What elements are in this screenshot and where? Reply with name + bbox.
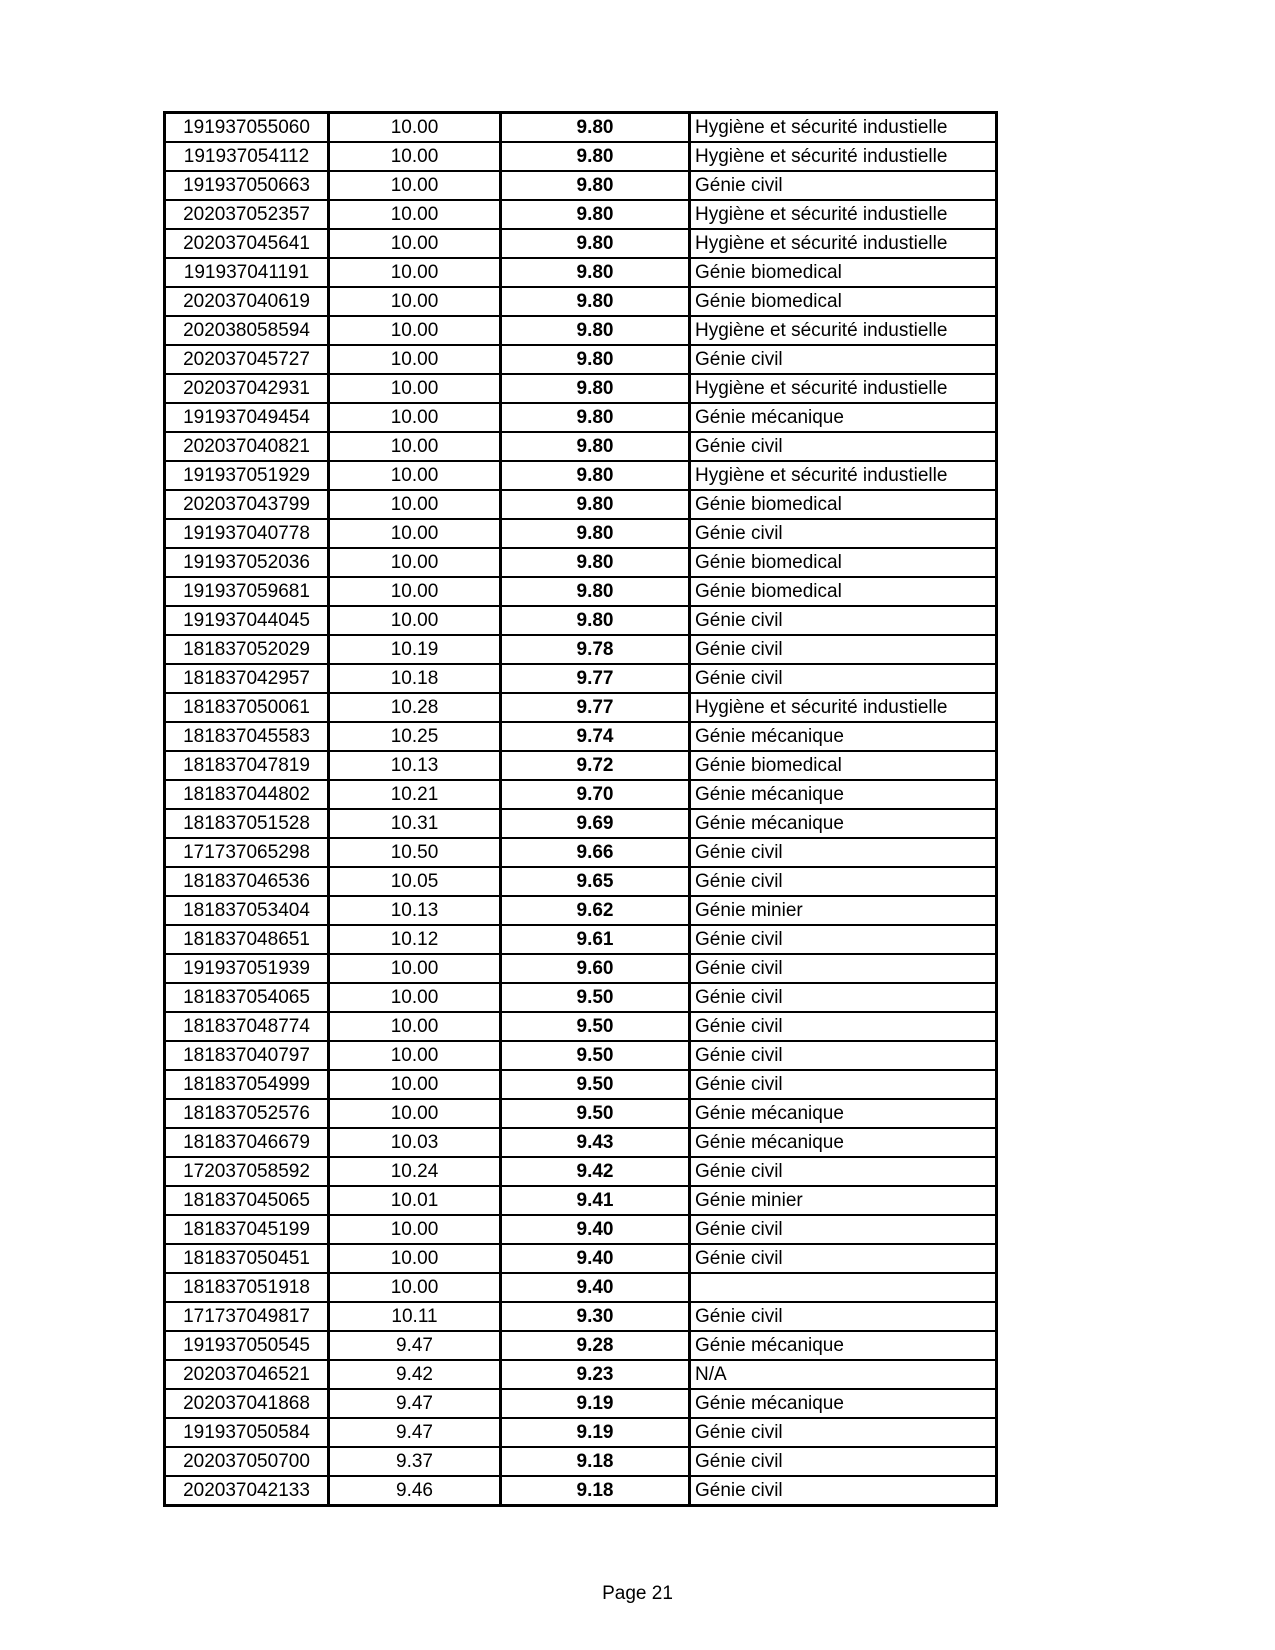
field-cell: Génie minier — [690, 896, 997, 925]
field-cell: Génie civil — [690, 1041, 997, 1070]
student-id-cell: 181837045199 — [165, 1215, 329, 1244]
table-row — [165, 490, 997, 519]
score-cell: 9.40 — [501, 1244, 690, 1273]
score-cell: 9.77 — [501, 693, 690, 722]
score-cell: 9.40 — [501, 1273, 690, 1302]
table-row — [165, 896, 997, 925]
table-row — [165, 606, 997, 635]
average-cell: 10.00 — [329, 490, 501, 519]
score-cell: 9.80 — [501, 606, 690, 635]
average-cell: 10.00 — [329, 171, 501, 200]
student-id-cell: 181837048651 — [165, 925, 329, 954]
student-id-cell: 181837053404 — [165, 896, 329, 925]
field-cell: Hygiène et sécurité industielle — [690, 142, 997, 171]
table-row — [165, 983, 997, 1012]
average-cell: 10.00 — [329, 113, 501, 143]
average-cell: 10.00 — [329, 1273, 501, 1302]
student-id-cell: 181837047819 — [165, 751, 329, 780]
score-cell: 9.77 — [501, 664, 690, 693]
student-id-cell: 202037052357 — [165, 200, 329, 229]
table-row — [165, 316, 997, 345]
field-cell: Génie mécanique — [690, 1389, 997, 1418]
field-cell: Génie biomedical — [690, 490, 997, 519]
average-cell: 10.31 — [329, 809, 501, 838]
student-id-cell: 181837054065 — [165, 983, 329, 1012]
average-cell: 9.46 — [329, 1476, 501, 1506]
average-cell: 9.42 — [329, 1360, 501, 1389]
average-cell: 9.47 — [329, 1418, 501, 1447]
score-cell: 9.80 — [501, 461, 690, 490]
score-cell: 9.72 — [501, 751, 690, 780]
results-table — [163, 111, 998, 1507]
field-cell: Génie civil — [690, 867, 997, 896]
score-cell: 9.80 — [501, 316, 690, 345]
student-id-cell: 191937050584 — [165, 1418, 329, 1447]
average-cell: 10.00 — [329, 1215, 501, 1244]
field-cell: Génie civil — [690, 664, 997, 693]
field-cell: Génie civil — [690, 432, 997, 461]
student-id-cell: 181837048774 — [165, 1012, 329, 1041]
score-cell: 9.80 — [501, 403, 690, 432]
score-cell: 9.41 — [501, 1186, 690, 1215]
student-id-cell: 191937049454 — [165, 403, 329, 432]
student-id-cell: 181837050451 — [165, 1244, 329, 1273]
average-cell: 10.00 — [329, 954, 501, 983]
field-cell: Génie biomedical — [690, 287, 997, 316]
field-cell: Génie mécanique — [690, 722, 997, 751]
average-cell: 10.00 — [329, 1041, 501, 1070]
score-cell: 9.69 — [501, 809, 690, 838]
average-cell: 10.19 — [329, 635, 501, 664]
average-cell: 10.00 — [329, 519, 501, 548]
table-row — [165, 1012, 997, 1041]
student-id-cell: 181837050061 — [165, 693, 329, 722]
table-row — [165, 142, 997, 171]
table-row — [165, 838, 997, 867]
score-cell: 9.80 — [501, 229, 690, 258]
average-cell: 10.00 — [329, 1244, 501, 1273]
average-cell: 9.47 — [329, 1389, 501, 1418]
score-cell: 9.74 — [501, 722, 690, 751]
table-row — [165, 1302, 997, 1331]
score-cell: 9.43 — [501, 1128, 690, 1157]
average-cell: 10.00 — [329, 229, 501, 258]
score-cell: 9.80 — [501, 258, 690, 287]
score-cell: 9.18 — [501, 1476, 690, 1506]
table-row — [165, 1447, 997, 1476]
average-cell: 10.25 — [329, 722, 501, 751]
student-id-cell: 191937050545 — [165, 1331, 329, 1360]
field-cell: Génie biomedical — [690, 577, 997, 606]
table-row — [165, 664, 997, 693]
student-id-cell: 191937041191 — [165, 258, 329, 287]
table-row — [165, 954, 997, 983]
field-cell: Hygiène et sécurité industielle — [690, 316, 997, 345]
table-body — [165, 113, 997, 1506]
student-id-cell: 181837045065 — [165, 1186, 329, 1215]
table-row — [165, 1157, 997, 1186]
table-row — [165, 867, 997, 896]
field-cell: Génie civil — [690, 1070, 997, 1099]
average-cell: 10.05 — [329, 867, 501, 896]
average-cell: 10.00 — [329, 432, 501, 461]
student-id-cell: 202037045727 — [165, 345, 329, 374]
average-cell: 10.00 — [329, 316, 501, 345]
average-cell: 10.00 — [329, 374, 501, 403]
student-id-cell: 202037046521 — [165, 1360, 329, 1389]
average-cell: 10.13 — [329, 751, 501, 780]
field-cell: Hygiène et sécurité industielle — [690, 113, 997, 143]
student-id-cell: 202037042931 — [165, 374, 329, 403]
score-cell: 9.62 — [501, 896, 690, 925]
field-cell: Hygiène et sécurité industielle — [690, 693, 997, 722]
score-cell: 9.80 — [501, 519, 690, 548]
field-cell: Génie civil — [690, 925, 997, 954]
field-cell: N/A — [690, 1360, 997, 1389]
table-row — [165, 1331, 997, 1360]
student-id-cell: 181837052576 — [165, 1099, 329, 1128]
student-id-cell: 171737065298 — [165, 838, 329, 867]
score-cell: 9.80 — [501, 200, 690, 229]
field-cell: Génie civil — [690, 1012, 997, 1041]
score-cell: 9.80 — [501, 490, 690, 519]
score-cell: 9.80 — [501, 345, 690, 374]
score-cell: 9.80 — [501, 577, 690, 606]
student-id-cell: 202037041868 — [165, 1389, 329, 1418]
score-cell: 9.65 — [501, 867, 690, 896]
field-cell: Hygiène et sécurité industielle — [690, 374, 997, 403]
student-id-cell: 191937055060 — [165, 113, 329, 143]
average-cell: 10.00 — [329, 606, 501, 635]
table-row — [165, 1360, 997, 1389]
average-cell: 10.00 — [329, 1012, 501, 1041]
score-cell: 9.61 — [501, 925, 690, 954]
score-cell: 9.80 — [501, 142, 690, 171]
field-cell: Génie mécanique — [690, 1128, 997, 1157]
score-cell: 9.19 — [501, 1418, 690, 1447]
table-row — [165, 1215, 997, 1244]
score-cell: 9.50 — [501, 983, 690, 1012]
table-row — [165, 345, 997, 374]
average-cell: 10.00 — [329, 258, 501, 287]
field-cell: Génie civil — [690, 1215, 997, 1244]
student-id-cell: 191937051929 — [165, 461, 329, 490]
student-id-cell: 191937054112 — [165, 142, 329, 171]
field-cell: Génie civil — [690, 606, 997, 635]
score-cell: 9.18 — [501, 1447, 690, 1476]
average-cell: 10.01 — [329, 1186, 501, 1215]
average-cell: 10.11 — [329, 1302, 501, 1331]
table-row — [165, 403, 997, 432]
table-row — [165, 635, 997, 664]
student-id-cell: 191937040778 — [165, 519, 329, 548]
table-row — [165, 1099, 997, 1128]
score-cell: 9.30 — [501, 1302, 690, 1331]
table-row — [165, 287, 997, 316]
student-id-cell: 191937050663 — [165, 171, 329, 200]
average-cell: 10.00 — [329, 345, 501, 374]
table-row — [165, 1476, 997, 1506]
score-cell: 9.50 — [501, 1041, 690, 1070]
student-id-cell: 191937059681 — [165, 577, 329, 606]
table-row — [165, 751, 997, 780]
table-row — [165, 548, 997, 577]
score-cell: 9.28 — [501, 1331, 690, 1360]
field-cell — [690, 1273, 997, 1302]
student-id-cell: 181837045583 — [165, 722, 329, 751]
average-cell: 10.00 — [329, 983, 501, 1012]
student-id-cell: 202037045641 — [165, 229, 329, 258]
average-cell: 10.24 — [329, 1157, 501, 1186]
field-cell: Génie mécanique — [690, 780, 997, 809]
average-cell: 10.00 — [329, 1099, 501, 1128]
average-cell: 9.37 — [329, 1447, 501, 1476]
table-row — [165, 925, 997, 954]
average-cell: 10.12 — [329, 925, 501, 954]
student-id-cell: 202038058594 — [165, 316, 329, 345]
average-cell: 9.47 — [329, 1331, 501, 1360]
table-row — [165, 780, 997, 809]
average-cell: 10.00 — [329, 403, 501, 432]
field-cell: Génie civil — [690, 345, 997, 374]
score-cell: 9.80 — [501, 287, 690, 316]
average-cell: 10.00 — [329, 1070, 501, 1099]
student-id-cell: 202037050700 — [165, 1447, 329, 1476]
field-cell: Génie mécanique — [690, 809, 997, 838]
average-cell: 10.00 — [329, 461, 501, 490]
student-id-cell: 202037040619 — [165, 287, 329, 316]
score-cell: 9.40 — [501, 1215, 690, 1244]
table-row — [165, 171, 997, 200]
score-cell: 9.50 — [501, 1012, 690, 1041]
average-cell: 10.50 — [329, 838, 501, 867]
score-cell: 9.23 — [501, 1360, 690, 1389]
field-cell: Génie civil — [690, 1157, 997, 1186]
field-cell: Génie civil — [690, 1302, 997, 1331]
table-row — [165, 1186, 997, 1215]
student-id-cell: 181837040797 — [165, 1041, 329, 1070]
table-row — [165, 809, 997, 838]
student-id-cell: 181837051918 — [165, 1273, 329, 1302]
score-cell: 9.80 — [501, 432, 690, 461]
average-cell: 10.00 — [329, 548, 501, 577]
score-cell: 9.60 — [501, 954, 690, 983]
table-row — [165, 200, 997, 229]
field-cell: Génie biomedical — [690, 258, 997, 287]
score-cell: 9.80 — [501, 113, 690, 143]
score-cell: 9.19 — [501, 1389, 690, 1418]
score-cell: 9.50 — [501, 1070, 690, 1099]
student-id-cell: 181837046679 — [165, 1128, 329, 1157]
average-cell: 10.28 — [329, 693, 501, 722]
student-id-cell: 202037040821 — [165, 432, 329, 461]
student-id-cell: 181837052029 — [165, 635, 329, 664]
field-cell: Génie mécanique — [690, 1099, 997, 1128]
score-cell: 9.50 — [501, 1099, 690, 1128]
student-id-cell: 181837046536 — [165, 867, 329, 896]
average-cell: 10.00 — [329, 287, 501, 316]
score-cell: 9.66 — [501, 838, 690, 867]
score-cell: 9.78 — [501, 635, 690, 664]
score-cell: 9.80 — [501, 171, 690, 200]
table-row — [165, 374, 997, 403]
table-row — [165, 1273, 997, 1302]
field-cell: Génie biomedical — [690, 548, 997, 577]
table-row — [165, 1041, 997, 1070]
field-cell: Génie civil — [690, 838, 997, 867]
average-cell: 10.03 — [329, 1128, 501, 1157]
field-cell: Hygiène et sécurité industielle — [690, 461, 997, 490]
field-cell: Génie mécanique — [690, 1331, 997, 1360]
student-id-cell: 181837051528 — [165, 809, 329, 838]
field-cell: Génie biomedical — [690, 751, 997, 780]
field-cell: Génie civil — [690, 519, 997, 548]
student-id-cell: 191937051939 — [165, 954, 329, 983]
score-cell: 9.42 — [501, 1157, 690, 1186]
student-id-cell: 172037058592 — [165, 1157, 329, 1186]
table-row — [165, 577, 997, 606]
student-id-cell: 181837054999 — [165, 1070, 329, 1099]
score-cell: 9.80 — [501, 374, 690, 403]
field-cell: Hygiène et sécurité industielle — [690, 200, 997, 229]
student-id-cell: 181837044802 — [165, 780, 329, 809]
field-cell: Génie civil — [690, 954, 997, 983]
average-cell: 10.00 — [329, 142, 501, 171]
score-cell: 9.80 — [501, 548, 690, 577]
table-row — [165, 693, 997, 722]
field-cell: Génie civil — [690, 1244, 997, 1273]
average-cell: 10.18 — [329, 664, 501, 693]
field-cell: Génie civil — [690, 635, 997, 664]
page-number: Page 21 — [602, 1583, 673, 1604]
table-row — [165, 1418, 997, 1447]
table-row — [165, 722, 997, 751]
average-cell: 10.13 — [329, 896, 501, 925]
average-cell: 10.21 — [329, 780, 501, 809]
student-id-cell: 171737049817 — [165, 1302, 329, 1331]
table-row — [165, 1128, 997, 1157]
student-id-cell: 202037043799 — [165, 490, 329, 519]
table-row — [165, 1070, 997, 1099]
average-cell: 10.00 — [329, 200, 501, 229]
field-cell: Génie mécanique — [690, 403, 997, 432]
table-row — [165, 461, 997, 490]
field-cell: Génie civil — [690, 171, 997, 200]
average-cell: 10.00 — [329, 577, 501, 606]
table-row — [165, 229, 997, 258]
table-row — [165, 1244, 997, 1273]
field-cell: Génie civil — [690, 1418, 997, 1447]
table-row — [165, 1389, 997, 1418]
field-cell: Génie minier — [690, 1186, 997, 1215]
field-cell: Hygiène et sécurité industielle — [690, 229, 997, 258]
table-row — [165, 519, 997, 548]
table-row — [165, 258, 997, 287]
student-id-cell: 181837042957 — [165, 664, 329, 693]
table-row — [165, 113, 997, 143]
table-row — [165, 432, 997, 461]
student-id-cell: 202037042133 — [165, 1476, 329, 1506]
student-id-cell: 191937052036 — [165, 548, 329, 577]
field-cell: Génie civil — [690, 983, 997, 1012]
field-cell: Génie civil — [690, 1447, 997, 1476]
field-cell: Génie civil — [690, 1476, 997, 1506]
student-id-cell: 191937044045 — [165, 606, 329, 635]
score-cell: 9.70 — [501, 780, 690, 809]
